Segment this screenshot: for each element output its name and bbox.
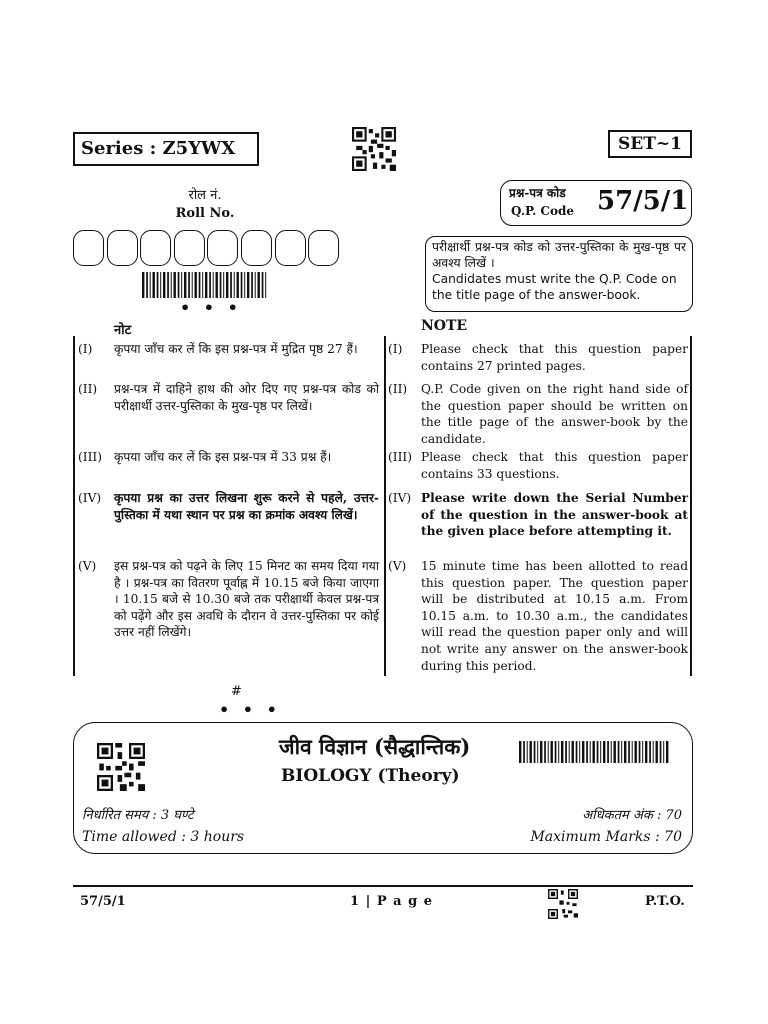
qp-code-box: [500, 180, 692, 226]
qp-code-value: 57/5/1: [597, 186, 689, 216]
footer-rule: [73, 885, 693, 887]
note-number: (III): [388, 450, 412, 464]
qp-code-label: Q.P. Code: [511, 204, 575, 218]
note-item-hindi: कृपया जाँच कर लें कि इस प्रश्न-पत्र में मुद्रित पृष्ठ 27 हैं।: [114, 342, 358, 356]
roll-digit-box[interactable]: [174, 230, 205, 266]
note-number: (V): [388, 559, 407, 573]
qr-code-icon: [548, 889, 578, 919]
center-rule: [384, 336, 386, 676]
right-rule: [690, 336, 692, 676]
roll-digit-box[interactable]: [241, 230, 272, 266]
note-item: 15 minute time has been allotted to read this question paper. The question paper will be distributed at 10.15 a.m. From 10.15 a.m. to 10.30 a.m., the candidates will read the question paper only and will not write any answer on the answer-book during this period.: [421, 559, 688, 673]
note-title-hindi: नोट: [114, 323, 132, 338]
roll-digit-box[interactable]: [275, 230, 306, 266]
note-item: Please check that this question paper contains 27 printed pages.: [421, 342, 688, 373]
note-number: (II): [78, 382, 98, 396]
dots-separator: • • •: [219, 700, 281, 719]
series-label: Series : Z5YWX: [73, 132, 259, 166]
qp-code-label-hindi: प्रश्न-पत्र कोड: [509, 186, 566, 200]
qr-code-icon: [96, 743, 146, 791]
note-item: Please write down the Serial Number of the question in the answer-book at the given place before attempting it.: [421, 491, 688, 539]
note-number: (I): [78, 342, 93, 356]
instruction-box: [425, 236, 693, 312]
subject-title-hindi: जीव विज्ञान (सैद्धान्तिक): [279, 734, 471, 759]
note-item: Please check that this question paper contains 33 questions.: [421, 450, 688, 481]
roll-number-boxes[interactable]: [73, 230, 342, 266]
note-number: (I): [388, 342, 403, 356]
note-item: Q.P. Code given on the right hand side of the question paper should be written on the title page of the answer-book by the candidate.: [421, 382, 688, 446]
roll-number-label: Roll No.: [175, 206, 235, 221]
time-allowed: Time allowed : 3 hours: [82, 829, 245, 845]
note-title: NOTE: [421, 318, 468, 334]
instruction-hindi: परीक्षार्थी प्रश्न-पत्र कोड को उत्तर-पुस्तिका के मुख-पृष्ठ पर अवश्य लिखें ।: [432, 240, 686, 270]
note-item-hindi: इस प्रश्न-पत्र को पढ़ने के लिए 15 मिनट का समय दिया गया है । प्रश्न-पत्र का वितरण पूर्वाह्न में 10.15 बजे किया जाएगा । 10.15 बजे से 10.30 बजे तक परीक्षार्थी केवल प्रश्न-पत्र को पढ़ेंगे और इस अवधि के दौरान वे उत्तर-पुस्तिका पर कोई उत्तर नहीं लिखेंगे।: [114, 559, 379, 640]
note-number: (IV): [388, 491, 412, 505]
note-number: (V): [78, 559, 97, 573]
note-item-hindi: कृपया प्रश्न का उत्तर लिखना शुरू करने से पहले, उत्तर-पुस्तिका में यथा स्थान पर प्रश्न का क्रमांक अवश्य लिखें।: [114, 491, 379, 522]
roll-number-label-hindi: रोल नं.: [188, 188, 222, 203]
subject-box: [73, 722, 693, 854]
left-rule: [73, 336, 75, 676]
note-number: (III): [78, 450, 102, 464]
roll-digit-box[interactable]: [107, 230, 138, 266]
barcode-icon: [142, 272, 269, 298]
roll-digit-box[interactable]: [140, 230, 171, 266]
hash-mark: #: [231, 684, 242, 699]
barcode-icon: [519, 741, 669, 763]
roll-digit-box[interactable]: [207, 230, 238, 266]
note-item-hindi: प्रश्न-पत्र में दाहिने हाथ की ओर दिए गए प्रश्न-पत्र कोड को परीक्षार्थी उत्तर-पुस्तिका के मुख-पृष्ठ पर लिखें।: [114, 382, 379, 413]
set-label: SET~1: [608, 130, 692, 158]
roll-digit-box[interactable]: [308, 230, 339, 266]
subject-title: BIOLOGY (Theory): [281, 766, 460, 786]
dots-separator: • • •: [180, 298, 242, 317]
footer-code: 57/5/1: [80, 894, 126, 909]
instruction-english: Candidates must write the Q.P. Code on the title page of the answer-book.: [432, 272, 677, 302]
time-allowed-hindi: निर्धारित समय : 3 घण्टे: [82, 808, 194, 823]
max-marks: Maximum Marks : 70: [530, 829, 682, 845]
note-number: (IV): [78, 491, 102, 505]
note-item-hindi: कृपया जाँच कर लें कि इस प्रश्न-पत्र में 33 प्रश्न हैं।: [114, 450, 332, 464]
page-number: 1 | P a g e: [350, 894, 433, 909]
qr-code-icon: [352, 127, 396, 171]
max-marks-hindi: अधिकतम अंक : 70: [582, 808, 682, 823]
roll-digit-box[interactable]: [73, 230, 104, 266]
note-number: (II): [388, 382, 408, 396]
page-turn-over: P.T.O.: [645, 894, 685, 909]
